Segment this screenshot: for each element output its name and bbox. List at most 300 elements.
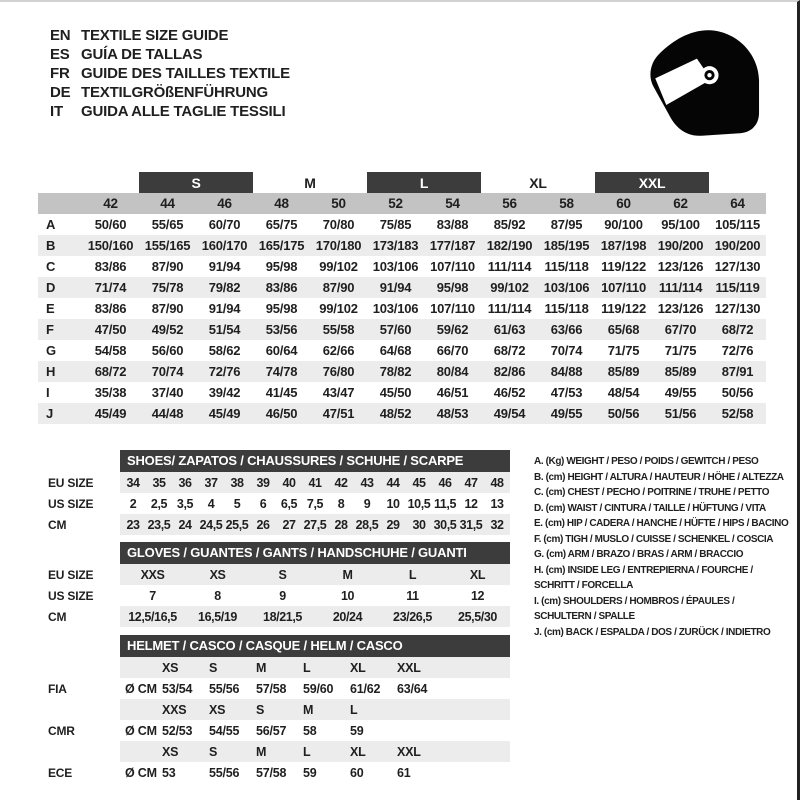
measurement-value: 71/75 bbox=[664, 343, 697, 358]
measurement-value: 65/68 bbox=[595, 319, 652, 340]
measurement-value: 47/53 bbox=[550, 385, 583, 400]
row-cells bbox=[120, 585, 510, 606]
cell-value: 4 bbox=[207, 496, 215, 511]
guide-title: GUIDA ALLE TAGLIE TESSILI bbox=[81, 103, 286, 120]
language-row bbox=[50, 102, 290, 121]
cell-value: 30,5 bbox=[433, 517, 457, 532]
measurement-value: 111/114 bbox=[487, 301, 532, 316]
textile-size-table bbox=[38, 172, 766, 424]
size-header: 56 bbox=[481, 193, 538, 214]
measurement-value: 95/98 bbox=[265, 301, 298, 316]
measurement-row-label: I bbox=[46, 385, 50, 400]
measurement-row-label: G bbox=[46, 343, 56, 358]
row-cells bbox=[120, 657, 510, 678]
measurement-row-label: C bbox=[46, 259, 56, 274]
measurement-value: 107/110 bbox=[430, 301, 475, 316]
size-header: 46 bbox=[196, 193, 253, 214]
measurement-row-label: E bbox=[46, 301, 55, 316]
cell-value: 8 bbox=[337, 496, 345, 511]
measurement-value: 51/56 bbox=[652, 403, 709, 424]
helmet-size-label: L bbox=[350, 702, 358, 717]
size-group-label: XXL bbox=[595, 172, 709, 193]
measurement-value: 48/53 bbox=[424, 403, 481, 424]
measurement-value: 83/88 bbox=[436, 217, 469, 232]
row-cells bbox=[120, 493, 510, 514]
cell-value: 29 bbox=[386, 517, 400, 532]
measurement-value: 76/80 bbox=[310, 361, 367, 382]
language-code: FR bbox=[50, 65, 70, 82]
cell-value: 23,5 bbox=[147, 517, 171, 532]
helmet-size-value: 55/56 bbox=[209, 681, 240, 696]
cell-value: 11,5 bbox=[433, 496, 457, 511]
guide-title: TEXTILE SIZE GUIDE bbox=[81, 27, 229, 44]
table-row bbox=[48, 585, 510, 606]
measurement-value: 119/122 bbox=[601, 259, 646, 274]
measurement-value: 58/62 bbox=[208, 343, 241, 358]
size-header-row bbox=[38, 193, 766, 214]
legend-item bbox=[534, 594, 796, 625]
measurement-value: 37/40 bbox=[151, 385, 184, 400]
cell-value: 18/21,5 bbox=[263, 609, 302, 624]
measurement-value: 45/49 bbox=[82, 403, 139, 424]
measurement-value: 50/60 bbox=[94, 217, 127, 232]
measurement-row bbox=[38, 256, 766, 277]
cell-value: 20/24 bbox=[332, 609, 363, 624]
measurement-value: 95/98 bbox=[265, 259, 298, 274]
helmet-size-value: 61/62 bbox=[350, 681, 381, 696]
helmet-size-label: L bbox=[303, 744, 311, 759]
measurement-value: 60/64 bbox=[265, 343, 298, 358]
helmet-icon bbox=[645, 28, 763, 142]
helmet-size-value: 57/58 bbox=[256, 765, 287, 780]
helmet-size-label: M bbox=[303, 702, 314, 717]
measurement-value: 68/72 bbox=[82, 361, 139, 382]
cell-value: 5 bbox=[233, 496, 241, 511]
measurement-value: 91/94 bbox=[208, 301, 241, 316]
measurement-value: 111/114 bbox=[652, 277, 709, 298]
cell-value: 24 bbox=[178, 517, 192, 532]
measurement-value: 51/54 bbox=[196, 319, 253, 340]
cell-value: 39 bbox=[256, 475, 270, 490]
measurement-value: 49/52 bbox=[139, 319, 196, 340]
measurement-value: 177/187 bbox=[424, 235, 481, 256]
cell-value: 24,5 bbox=[199, 517, 223, 532]
measurement-row bbox=[38, 277, 766, 298]
measurement-value: 66/70 bbox=[436, 343, 469, 358]
cell-value: M bbox=[342, 567, 353, 582]
measurement-value: 60/70 bbox=[208, 217, 241, 232]
legend-line: SCHULTERN / SPALLE bbox=[534, 611, 635, 622]
measurement-value: 173/183 bbox=[367, 235, 424, 256]
cell-value: 23/26,5 bbox=[393, 609, 432, 624]
measurement-value: 65/75 bbox=[265, 217, 298, 232]
measurement-row-label: A bbox=[46, 217, 56, 232]
table-row bbox=[48, 493, 510, 514]
row-cells bbox=[120, 564, 510, 585]
measurement-row bbox=[38, 382, 766, 403]
measurement-value: 39/42 bbox=[208, 385, 241, 400]
measurement-value: 80/84 bbox=[424, 361, 481, 382]
measurement-value: 83/86 bbox=[94, 259, 127, 274]
guide-title: GUIDE DES TAILLES TEXTILE bbox=[81, 65, 290, 82]
measurement-value: 123/126 bbox=[657, 259, 704, 274]
standard-label: FIA bbox=[48, 681, 67, 696]
measurement-value: 99/102 bbox=[319, 259, 358, 274]
helmet-size-row bbox=[48, 699, 510, 720]
helmet-size-label: XS bbox=[162, 660, 179, 675]
measurement-value: 87/90 bbox=[151, 301, 184, 316]
measurement-value: 55/58 bbox=[310, 319, 367, 340]
measurement-value: 46/50 bbox=[253, 403, 310, 424]
helmet-size-label: S bbox=[209, 660, 218, 675]
helmet-size-row bbox=[48, 741, 510, 762]
cell-value: 8 bbox=[214, 588, 221, 603]
table-title-bar: GLOVES / GUANTES / GANTS / HANDSCHUHE / GUANTI bbox=[120, 542, 510, 564]
size-header: 64 bbox=[709, 193, 766, 214]
measurement-value: 111/114 bbox=[487, 259, 532, 274]
row-label: CM bbox=[48, 517, 67, 532]
cell-value: 40 bbox=[282, 475, 296, 490]
measurement-value: 87/90 bbox=[310, 277, 367, 298]
measurement-value: 85/89 bbox=[652, 361, 709, 382]
measurement-value: 160/170 bbox=[196, 235, 253, 256]
legend-line: E. (cm) HIP / CADERA / HANCHE / HÜFTE / HIPS / BACINO bbox=[534, 518, 789, 529]
measurement-value: 170/180 bbox=[310, 235, 367, 256]
measurement-value: 107/110 bbox=[430, 259, 475, 274]
helmet-size-label: S bbox=[256, 702, 265, 717]
measurement-value: 79/82 bbox=[196, 277, 253, 298]
measurement-value: 49/54 bbox=[481, 403, 538, 424]
measurement-value: 85/92 bbox=[493, 217, 526, 232]
measurement-value: 67/70 bbox=[652, 319, 709, 340]
measurement-value: 61/63 bbox=[481, 319, 538, 340]
size-group-label: XL bbox=[481, 172, 595, 193]
helmet-size-table bbox=[48, 635, 510, 783]
row-cells bbox=[120, 514, 510, 535]
helmet-size-value: 61 bbox=[397, 765, 411, 780]
cell-value: 31,5 bbox=[459, 517, 483, 532]
row-label: US SIZE bbox=[48, 496, 94, 511]
language-code: DE bbox=[50, 84, 71, 101]
helmet-size-value: 59 bbox=[350, 723, 364, 738]
size-header: 54 bbox=[424, 193, 481, 214]
measurement-value: 59/62 bbox=[424, 319, 481, 340]
legend-line: SCHRITT / FORCELLA bbox=[534, 580, 633, 591]
measurement-row-label: B bbox=[38, 235, 82, 256]
table-title-bar: HELMET / CASCO / CASQUE / HELM / CASCO bbox=[120, 635, 510, 657]
measurement-value: 123/126 bbox=[657, 301, 704, 316]
measurement-value: 95/98 bbox=[424, 277, 481, 298]
helmet-size-value: 58 bbox=[303, 723, 317, 738]
measurement-value: 82/86 bbox=[481, 361, 538, 382]
row-cells bbox=[120, 678, 510, 699]
measurement-value: 47/50 bbox=[82, 319, 139, 340]
cell-value: 11 bbox=[406, 588, 419, 603]
cell-value: 12,5/16,5 bbox=[128, 609, 177, 624]
helmet-size-value: 57/58 bbox=[256, 681, 287, 696]
measurement-value: 84/88 bbox=[538, 361, 595, 382]
size-header: 42 bbox=[82, 193, 139, 214]
cell-value: 9 bbox=[363, 496, 371, 511]
helmet-size-value: 53/54 bbox=[162, 681, 193, 696]
measurement-value: 99/102 bbox=[319, 301, 358, 316]
cell-value: 35 bbox=[152, 475, 166, 490]
measurement-value: 72/76 bbox=[196, 361, 253, 382]
measurement-value: 91/94 bbox=[208, 259, 241, 274]
measurement-value: 119/122 bbox=[601, 301, 646, 316]
measurement-value: 99/102 bbox=[481, 277, 538, 298]
legend-item bbox=[534, 470, 796, 486]
table-row bbox=[48, 472, 510, 493]
measurement-value: 47/51 bbox=[310, 403, 367, 424]
helmet-value-row bbox=[48, 762, 510, 783]
measurement-value: 41/45 bbox=[265, 385, 298, 400]
measurement-value: 70/74 bbox=[139, 361, 196, 382]
gloves-size-table bbox=[48, 542, 510, 627]
cell-value: 13 bbox=[490, 496, 504, 511]
measurement-value: 185/195 bbox=[538, 235, 595, 256]
size-header: 60 bbox=[595, 193, 652, 214]
measurement-row bbox=[38, 298, 766, 319]
diameter-unit-label: Ø CM bbox=[125, 723, 157, 738]
measurement-value: 48/54 bbox=[607, 385, 640, 400]
legend-line: A. (Kg) WEIGHT / PESO / POIDS / GEWITCH / PESO bbox=[534, 456, 759, 467]
language-code: EN bbox=[50, 27, 71, 44]
measurement-value: 49/55 bbox=[538, 403, 595, 424]
helmet-size-label: XL bbox=[350, 744, 366, 759]
measurement-value: 53/56 bbox=[253, 319, 310, 340]
language-title-block bbox=[50, 26, 290, 121]
size-group-row bbox=[38, 172, 766, 193]
helmet-size-value: 54/55 bbox=[209, 723, 240, 738]
size-group-label: L bbox=[367, 172, 481, 193]
guide-title: GUÍA DE TALLAS bbox=[81, 46, 203, 63]
table-row bbox=[48, 514, 510, 535]
helmet-size-value: 56/57 bbox=[256, 723, 287, 738]
cell-value: 6,5 bbox=[280, 496, 298, 511]
visor-pivot-center bbox=[707, 73, 711, 77]
helmet-size-value: 60 bbox=[350, 765, 364, 780]
cell-value: 16,5/19 bbox=[198, 609, 237, 624]
cell-value: 27 bbox=[282, 517, 296, 532]
measurement-value: 54/58 bbox=[94, 343, 127, 358]
measurement-value: 35/38 bbox=[94, 385, 127, 400]
row-label: CM bbox=[48, 609, 67, 624]
size-group-label bbox=[709, 172, 766, 193]
measurement-value: 115/119 bbox=[709, 277, 766, 298]
legend-line: G. (cm) ARM / BRAZO / BRAS / ARM / BRACCIO bbox=[534, 549, 744, 560]
cell-value: S bbox=[278, 567, 287, 582]
helmet-size-label: XXS bbox=[162, 702, 187, 717]
measurement-value: 75/78 bbox=[139, 277, 196, 298]
cell-value: 36 bbox=[178, 475, 192, 490]
measurement-value: 103/106 bbox=[538, 277, 595, 298]
language-row bbox=[50, 45, 290, 64]
legend-item bbox=[534, 454, 796, 470]
language-row bbox=[50, 83, 290, 102]
measurement-value: 90/100 bbox=[604, 217, 643, 232]
helmet-size-label: XL bbox=[350, 660, 366, 675]
helmet-size-label: XXL bbox=[397, 744, 421, 759]
cell-value: 38 bbox=[230, 475, 244, 490]
measurement-value: 87/91 bbox=[709, 361, 766, 382]
measurement-value: 49/55 bbox=[664, 385, 697, 400]
cell-value: 28,5 bbox=[355, 517, 379, 532]
legend-line: C. (cm) CHEST / PECHO / POITRINE / TRUHE / PETTO bbox=[534, 487, 770, 498]
helmet-size-label: L bbox=[303, 660, 311, 675]
helmet-size-value: 59 bbox=[303, 765, 317, 780]
language-code: ES bbox=[50, 46, 70, 63]
measurement-row-label: D bbox=[38, 277, 82, 298]
helmet-size-label: M bbox=[256, 744, 267, 759]
table-row bbox=[48, 606, 510, 627]
measurement-value: 48/52 bbox=[367, 403, 424, 424]
helmet-size-label: XS bbox=[162, 744, 179, 759]
language-row bbox=[50, 64, 290, 83]
cell-value: 34 bbox=[126, 475, 140, 490]
measurement-value: 75/85 bbox=[379, 217, 412, 232]
measurement-value: 127/130 bbox=[714, 259, 761, 274]
legend-line: H. (cm) INSIDE LEG / ENTREPIERNA / FOURCHE / bbox=[534, 564, 753, 576]
measurement-value: 50/56 bbox=[721, 385, 754, 400]
measurement-value: 55/65 bbox=[151, 217, 184, 232]
measurement-value: 70/80 bbox=[322, 217, 355, 232]
cell-value: 25,5/30 bbox=[458, 609, 497, 624]
size-header: 44 bbox=[139, 193, 196, 214]
measurement-value: 45/49 bbox=[196, 403, 253, 424]
measurement-value: 68/72 bbox=[709, 319, 766, 340]
cell-value: XL bbox=[469, 567, 486, 582]
cell-value: 2,5 bbox=[150, 496, 168, 511]
measurement-value: 64/68 bbox=[379, 343, 412, 358]
measurement-row-label: H bbox=[38, 361, 82, 382]
cell-value: 45 bbox=[412, 475, 426, 490]
cell-value: 12 bbox=[470, 588, 485, 603]
legend-line: D. (cm) WAIST / CINTURA / TAILLE / HÜFTUNG / VITA bbox=[534, 502, 766, 514]
cell-value: 28 bbox=[334, 517, 348, 532]
size-header: 62 bbox=[652, 193, 709, 214]
cell-value: 23 bbox=[126, 517, 140, 532]
measurement-value: 52/58 bbox=[709, 403, 766, 424]
size-header: 52 bbox=[367, 193, 424, 214]
measurement-row bbox=[38, 340, 766, 361]
measurement-value: 103/106 bbox=[372, 301, 419, 316]
measurement-value: 103/106 bbox=[372, 259, 419, 274]
legend-item bbox=[534, 516, 796, 532]
diameter-unit-label: Ø CM bbox=[125, 681, 157, 696]
cell-value: 3,5 bbox=[176, 496, 194, 511]
measurement-value: 44/48 bbox=[139, 403, 196, 424]
measurement-value: 62/66 bbox=[322, 343, 355, 358]
measurement-row bbox=[38, 319, 766, 340]
guide-title: TEXTILGRÖßENFÜHRUNG bbox=[81, 84, 269, 101]
legend-item bbox=[534, 501, 796, 517]
measurement-value: 45/50 bbox=[379, 385, 412, 400]
legend-line: J. (cm) BACK / ESPALDA / DOS / ZURÜCK / INDIETRO bbox=[534, 626, 771, 638]
measurement-value: 74/78 bbox=[253, 361, 310, 382]
cell-value: 42 bbox=[334, 475, 348, 490]
legend-item bbox=[534, 547, 796, 563]
standard-label: CMR bbox=[48, 723, 75, 738]
cell-value: 7,5 bbox=[306, 496, 324, 511]
row-cells bbox=[120, 699, 510, 720]
legend-line: B. (cm) HEIGHT / ALTURA / HAUTEUR / HÖHE / ALTEZZA bbox=[534, 471, 784, 483]
legend-item bbox=[534, 532, 796, 548]
measurement-value: 43/47 bbox=[322, 385, 355, 400]
legend-item bbox=[534, 625, 796, 641]
measurement-value: 72/76 bbox=[721, 343, 754, 358]
helmet-value-row bbox=[48, 678, 510, 699]
measurement-value: 70/74 bbox=[550, 343, 583, 358]
measurement-value: 68/72 bbox=[493, 343, 526, 358]
measurement-value: 150/160 bbox=[82, 235, 139, 256]
row-label: EU SIZE bbox=[48, 567, 94, 582]
table-row bbox=[48, 564, 510, 585]
language-code: IT bbox=[50, 103, 63, 120]
cell-value: 47 bbox=[464, 475, 478, 490]
legend-line: I. (cm) SHOULDERS / HOMBROS / ÉPAULES / bbox=[534, 595, 735, 607]
measurement-value: 71/74 bbox=[82, 277, 139, 298]
measurement-value: 91/94 bbox=[367, 277, 424, 298]
helmet-size-value: 59/60 bbox=[303, 681, 334, 696]
cell-value: 27,5 bbox=[303, 517, 327, 532]
helmet-size-value: 55/56 bbox=[209, 765, 240, 780]
cell-value: 43 bbox=[360, 475, 374, 490]
measurement-row bbox=[38, 403, 766, 424]
measurement-value: 165/175 bbox=[253, 235, 310, 256]
measurement-value: 87/90 bbox=[151, 259, 184, 274]
shoes-size-table bbox=[48, 450, 510, 535]
size-header: 58 bbox=[538, 193, 595, 214]
size-header: 48 bbox=[253, 193, 310, 214]
helmet-size-value: 53 bbox=[162, 765, 176, 780]
size-group-label: M bbox=[253, 172, 367, 193]
measurement-value: 50/56 bbox=[595, 403, 652, 424]
cell-value: 2 bbox=[129, 496, 137, 511]
measurement-value: 63/66 bbox=[538, 319, 595, 340]
standard-label: ECE bbox=[48, 765, 73, 780]
row-cells bbox=[120, 606, 510, 627]
row-label: EU SIZE bbox=[48, 475, 94, 490]
cell-value: 10,5 bbox=[407, 496, 431, 511]
cell-value: 30 bbox=[412, 517, 426, 532]
measurement-value: 182/190 bbox=[481, 235, 538, 256]
measurement-value: 115/118 bbox=[544, 301, 589, 316]
measurement-row bbox=[38, 235, 766, 256]
size-group-label bbox=[38, 172, 139, 193]
measurement-row bbox=[38, 214, 766, 235]
size-header: 50 bbox=[310, 193, 367, 214]
cell-value: 44 bbox=[386, 475, 400, 490]
row-cells bbox=[120, 741, 510, 762]
helmet-size-row bbox=[48, 657, 510, 678]
cell-value: 9 bbox=[279, 588, 286, 603]
measurement-value: 83/86 bbox=[94, 301, 127, 316]
cell-value: 48 bbox=[490, 475, 504, 490]
cell-value: XS bbox=[209, 567, 226, 582]
measurement-value: 187/198 bbox=[595, 235, 652, 256]
measurement-value: 107/110 bbox=[595, 277, 652, 298]
measurement-value: 87/95 bbox=[550, 217, 583, 232]
cell-value: 25,5 bbox=[225, 517, 249, 532]
cell-value: 46 bbox=[438, 475, 452, 490]
measurement-value: 78/82 bbox=[367, 361, 424, 382]
helmet-size-label: M bbox=[256, 660, 267, 675]
measurement-row-label: J bbox=[38, 403, 82, 424]
cell-value: 41 bbox=[308, 475, 322, 490]
measurement-value: 95/100 bbox=[661, 217, 700, 232]
measurement-value: 57/60 bbox=[367, 319, 424, 340]
